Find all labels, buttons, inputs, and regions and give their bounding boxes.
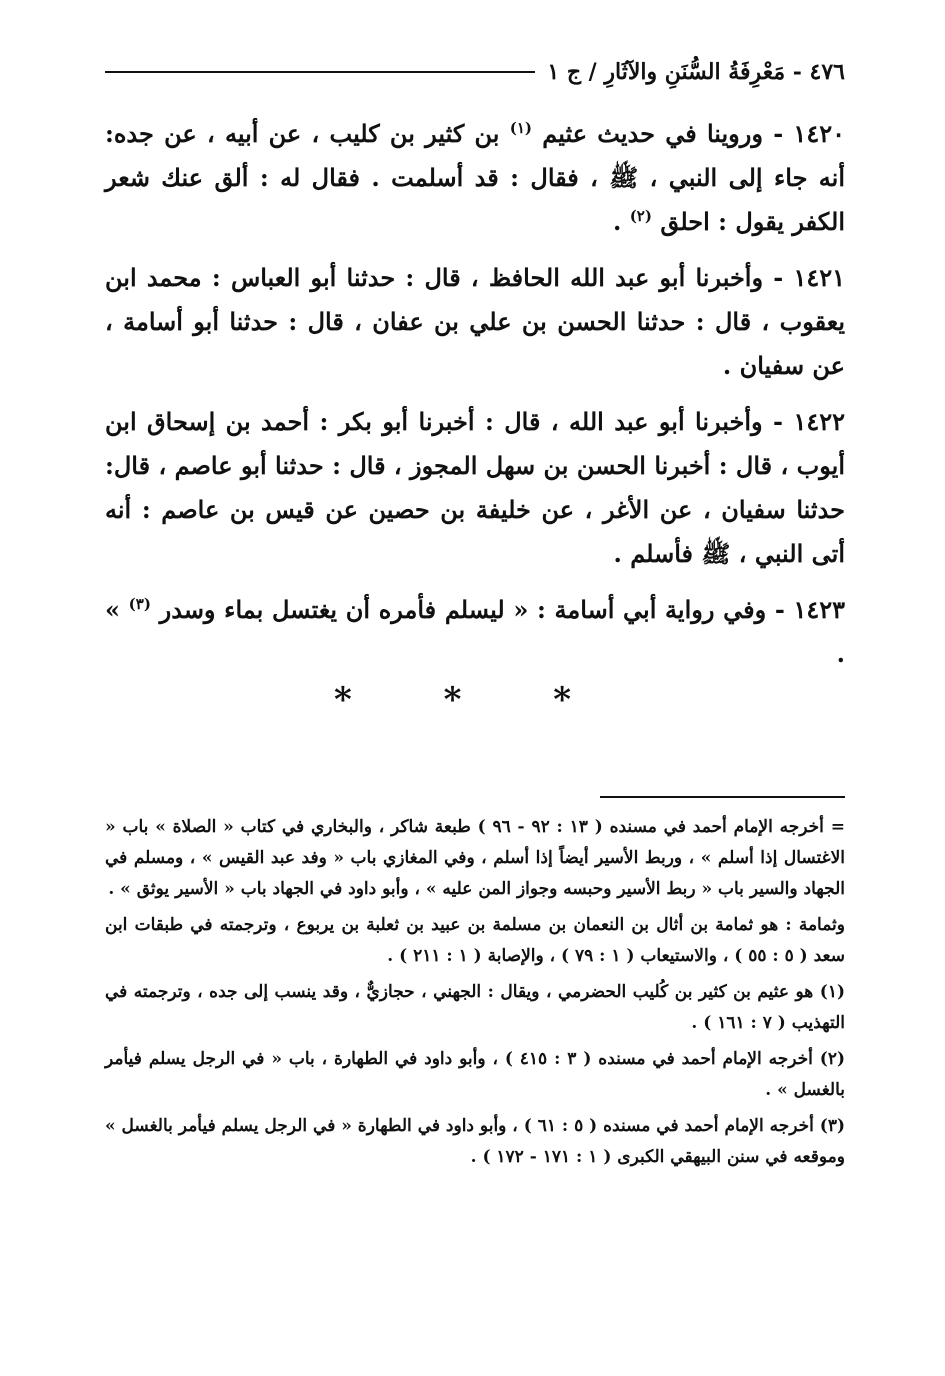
hadith-1423-text-start: ١٤٢٣ - وفي رواية أبي أسامة : « ليسلم فأمره أن يغتسل بماء وسدر — [159, 595, 846, 624]
footnote-2: (٢) أخرجه الإمام أحمد في مسنده ( ٣ : ٤١٥ ) ، وأبو داود في الطهارة ، باب « في الرجل يسلم فيأمر بالغسل » . — [105, 1049, 845, 1100]
footnote-continued: = أخرجه الإمام أحمد في مسنده ( ١٣ : ٩٢ - ٩٦ ) طبعة شاكر ، والبخاري في كتاب « الصلاة » باب « الاغتسال إذا أسلم » ، وربط الأسير أيضاً إذا أسلم ، وفي المغازي باب « وفد عبد القيس » ، ومسلم في الجهاد والسير باب « ربط الأسير وحبسه وجواز المن عليه » ، وأبو داود في الجهاد باب « الأسير يوثق » . — [105, 817, 845, 899]
hadith-1420-text-end: بن كثير بن كليب ، عن أبيه ، عن جده: أنه جاء إلى النبي ، ﷺ ، فقال : قد أسلمت . فقال له : ألق عنك شعر الكفر يقول : احلق — [105, 119, 845, 236]
footnote-1: (١) هو عثيم بن كثير بن كُليب الحضرمي ، ويقال : الجهني ، حجازيٌّ ، وقد ينسب إلى جده ، وترجمته في التهذيب ( ٧ : ١٦١ ) . — [105, 982, 845, 1033]
footnote-rule — [600, 796, 845, 798]
hadith-1421: ١٤٢١ - وأخبرنا أبو عبد الله الحافظ ، قال : حدثنا أبو العباس : محمد ابن يعقوب ، قال : حدثنا الحسن بن علي بن عفان ، قال : حدثنا أبو أسامة ، عن سفيان . — [105, 263, 845, 380]
page-header — [105, 52, 845, 92]
section-separator: * * * — [333, 680, 611, 720]
footnote-ref-1: (١) — [509, 119, 533, 137]
running-header: ٤٧٦ - مَعْرِفَةُ السُّنَنِ والآثَارِ / ج ١ — [547, 59, 845, 85]
hadith-1420-text-start: ١٤٢٠ - وروينا في حديث عثيم — [542, 119, 845, 148]
footnote-ref-3: (٣) — [128, 595, 151, 613]
footnote-ref-2: (٢) — [629, 207, 652, 225]
hadith-1422: ١٤٢٢ - وأخبرنا أبو عبد الله ، قال : أخبرنا أبو بكر : أحمد بن إسحاق ابن أيوب ، قال : أخبرنا الحسن بن سهل المجوز ، قال : حدثنا أبو عاصم ، قال: حدثنا سفيان ، عن الأغر ، عن خليفة بن حصين عن قيس بن عاصم : أنه أتى النبي ، ﷺ فأسلم . — [105, 407, 845, 568]
main-text — [105, 112, 845, 688]
footnote-thumama: وثمامة : هو ثمامة بن أثال بن النعمان بن مسلمة بن عبيد بن ثعلبة بن يربوع ، وترجمته في طبقات ابن سعد ( ٥ : ٥٥ ) ، والاستيعاب ( ١ : ٧٩ ) ، والإصابة ( ١ : ٢١١ ) . — [105, 915, 845, 966]
hadith-1420-period: . — [612, 207, 622, 236]
hadith-1420 — [105, 112, 845, 244]
header-rule — [105, 71, 535, 73]
footnote-3: (٣) أخرجه الإمام أحمد في مسنده ( ٥ : ٦١ ) ، وأبو داود في الطهارة « في الرجل يسلم فيأمر بالغسل » وموقعه في سنن البيهقي الكبرى ( ١ : ١٧١ - ١٧٢ ) . — [105, 1116, 845, 1167]
hadith-1423-text-end: » . — [105, 595, 845, 668]
hadith-1423 — [105, 588, 845, 676]
footnotes — [105, 812, 845, 1178]
